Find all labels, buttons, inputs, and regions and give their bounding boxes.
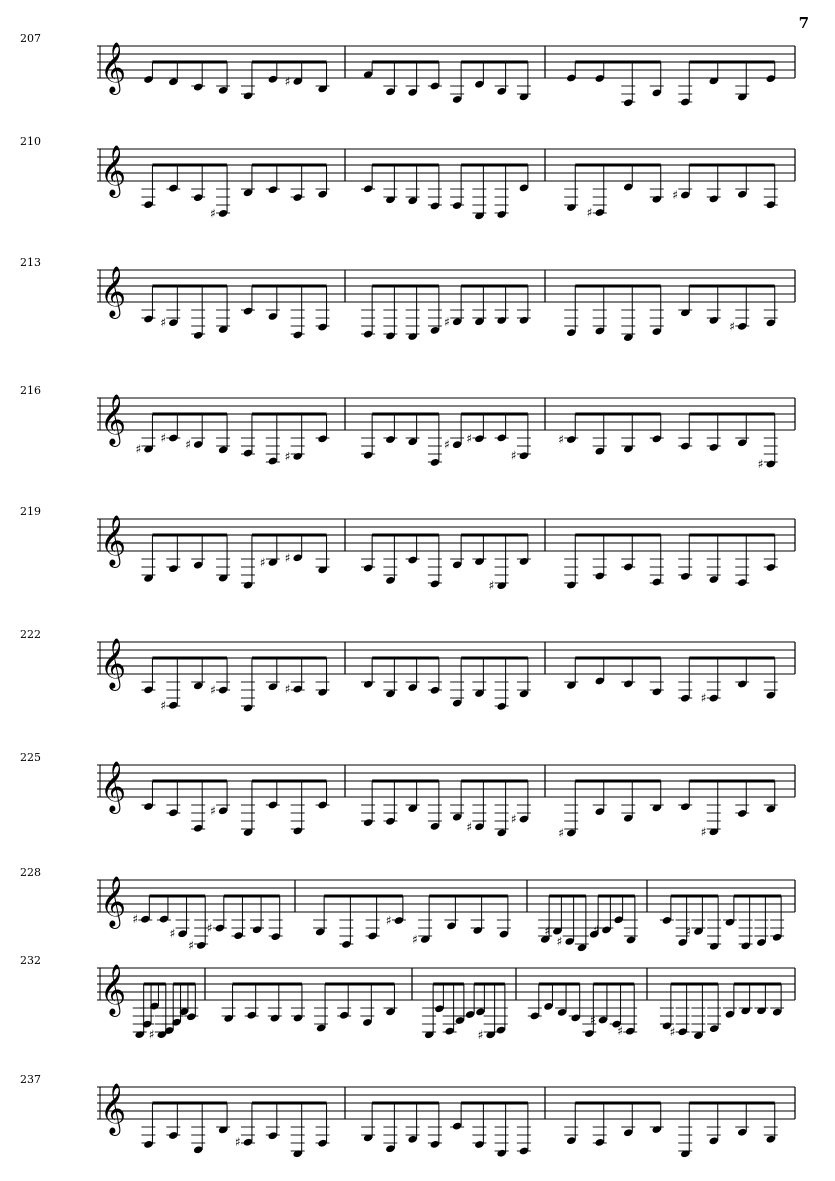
beam [689,534,775,537]
sharp-accidental: ♯ [510,448,517,463]
staff-system [20,954,795,1042]
beam [252,413,327,416]
sharp-accidental: ♯ [593,922,600,937]
measure [135,413,329,466]
beam [734,895,781,898]
measure-number: 207 [20,32,41,45]
treble-clef-icon: 𝄞 [100,266,127,317]
staff-system [20,1073,795,1158]
beam [593,983,634,986]
measure [538,895,638,953]
sharp-accidental: ♯ [284,74,291,89]
beam [224,895,280,898]
sharp-accidental: ♯ [672,188,679,203]
beam [372,413,439,416]
beam [152,1102,227,1105]
beam [372,61,439,64]
treble-clef-icon: 𝄞 [100,638,127,689]
measure-number: 237 [20,1073,41,1086]
sharp-accidental: ♯ [757,457,764,472]
beam [461,413,528,416]
treble-clef-icon: 𝄞 [100,964,127,1015]
treble-clef-icon: 𝄞 [100,42,127,93]
measure [361,657,531,711]
beam [575,534,661,537]
measure [141,1102,329,1159]
sharp-accidental: ♯ [185,437,191,452]
measure [363,61,531,104]
beam [152,413,227,416]
sharp-accidental: ♯ [135,442,142,457]
measure-number: 228 [20,866,41,879]
staff-system [20,256,795,342]
sharp-accidental: ♯ [234,1135,241,1150]
sharp-accidental: ♯ [589,1013,596,1028]
sharp-accidental: ♯ [544,924,551,939]
staff-system [20,628,795,713]
sharp-accidental: ♯ [558,825,565,840]
sharp-accidental: ♯ [444,437,450,452]
measure [660,983,784,1041]
sharp-accidental: ♯ [700,824,707,839]
sharp-accidental: ♯ [160,698,167,713]
measure-number: 222 [20,628,41,641]
sharp-accidental: ♯ [586,205,593,220]
beam [252,534,327,537]
beam [252,285,327,288]
treble-clef-icon: 𝄞 [100,876,127,927]
beam [575,413,661,416]
beam [575,61,661,64]
measure [313,895,511,949]
staff-system [20,32,795,107]
sharp-accidental: ♯ [488,578,495,593]
measure [566,61,776,108]
beam [671,983,718,986]
measure [564,657,778,706]
beam [598,895,635,898]
beam [372,285,439,288]
measure [361,285,531,342]
beam [575,1102,661,1105]
beam [152,164,227,167]
sharp-accidental: ♯ [206,921,213,936]
measure [132,895,282,953]
beam [372,657,439,660]
treble-clef-icon: 𝄞 [100,145,127,196]
beam [233,983,302,986]
measure-number: 213 [20,256,41,269]
sharp-accidental: ♯ [210,206,216,221]
beam [549,895,586,898]
staff-system [20,384,795,471]
beam [461,164,528,167]
beam [575,657,661,660]
measure [558,413,778,472]
measure-number: 219 [20,505,41,518]
treble-clef-icon: 𝄞 [100,515,127,566]
measure [143,61,329,101]
sharp-accidental: ♯ [444,314,450,329]
sharp-accidental: ♯ [188,938,194,953]
beam [671,895,718,898]
sharp-accidental: ♯ [669,1024,676,1039]
measure [361,164,529,221]
beam [252,61,327,64]
beam [372,164,439,167]
beam [152,534,227,537]
sharp-accidental: ♯ [284,682,291,697]
measure [133,983,199,1042]
beam [689,164,775,167]
sharp-accidental: ♯ [729,319,736,334]
sharp-accidental: ♯ [466,431,473,446]
sharp-accidental: ♯ [210,683,216,698]
beam [144,983,166,986]
measure [528,983,637,1039]
measure [361,413,531,467]
beam [372,780,439,783]
measure [564,534,778,590]
staff-system [20,135,795,220]
beam [689,780,775,783]
beam [252,780,327,783]
sharp-accidental: ♯ [132,912,139,927]
beam [734,983,781,986]
treble-clef-icon: 𝄞 [100,394,127,445]
measure-number: 216 [20,384,41,397]
sharp-accidental: ♯ [466,819,473,834]
beam [325,983,394,986]
beam [461,534,528,537]
measure [564,164,778,220]
measure [141,780,329,837]
staff-system [20,866,795,952]
sharp-accidental: ♯ [148,1027,155,1042]
beam [461,657,528,660]
beam [152,285,227,288]
beam [149,895,205,898]
beam [429,895,508,898]
measure [361,1102,531,1158]
sharp-accidental: ♯ [700,691,707,706]
beam [474,983,505,986]
sharp-accidental: ♯ [412,932,418,947]
beam [539,983,580,986]
treble-clef-icon: 𝄞 [100,761,127,812]
beam [372,534,439,537]
beam [689,61,775,64]
measure [564,285,778,343]
beam [461,780,528,783]
sharp-accidental: ♯ [284,449,291,464]
beam [689,1102,775,1105]
sharp-accidental: ♯ [169,926,176,941]
sharp-accidental: ♯ [385,913,392,928]
staff-system [20,751,795,840]
measure [660,895,784,951]
beam [372,1102,439,1105]
sharp-accidental: ♯ [617,1024,623,1039]
beam [575,164,661,167]
beam [575,285,661,288]
sharp-accidental: ♯ [259,555,266,570]
sharp-accidental: ♯ [210,803,216,818]
sharp-accidental: ♯ [510,812,517,827]
staff-system [20,505,795,593]
treble-clef-icon: 𝄞 [100,1083,127,1134]
beam [689,657,775,660]
beam [152,657,227,660]
measure [564,1102,778,1159]
beam [461,61,528,64]
sharp-accidental: ♯ [160,431,167,446]
beam [173,983,195,986]
beam [461,1102,528,1105]
sharp-accidental: ♯ [558,432,565,447]
measure [222,983,398,1033]
beam [689,413,775,416]
measure-number: 225 [20,751,41,764]
measure [422,983,508,1042]
beam [461,285,528,288]
sharp-accidental: ♯ [477,1027,484,1042]
sharp-accidental: ♯ [556,934,563,949]
beam [324,895,403,898]
measure [141,534,329,590]
measure-number: 232 [20,954,41,967]
sharp-accidental: ♯ [685,924,692,939]
beam [575,780,661,783]
beam [433,983,464,986]
sharp-accidental: ♯ [160,315,167,330]
page-number: 7 [798,14,809,32]
beam [152,61,227,64]
measure [141,657,329,713]
beam [689,285,775,288]
measure [361,534,531,593]
measure [141,164,329,221]
measure [361,780,531,838]
beam [252,164,327,167]
measure-number: 210 [20,135,41,148]
beam [152,780,227,783]
beam [252,657,327,660]
beam [252,1102,327,1105]
sharp-accidental: ♯ [284,550,291,565]
measure [141,285,329,340]
